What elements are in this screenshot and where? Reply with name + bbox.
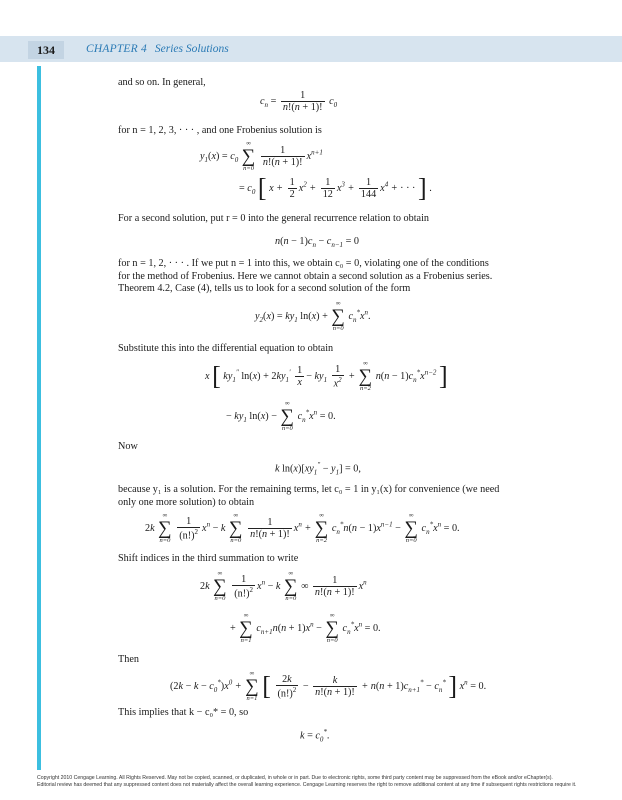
equation: $n(n - 1)c_n - c_{n-1} = 0$: [275, 236, 359, 250]
equation: = $c_0$ [ x + $\frac{1}{2}$ $x^2$ + $\frac{1}{12}$ $x^3$ + $\frac{1}{144}$ $x^4$ + · · · ] .: [239, 173, 432, 203]
paragraph: Then: [118, 654, 139, 665]
paragraph: Substitute this into the differential equation to obtain: [118, 343, 334, 354]
equation: $k = c_0^*$.: [300, 728, 330, 744]
footer-line: Copyright 2010 Cengage Learning. All Rights Reserved. May not be copied, scanned, or duplicated, in whole or in part. Due to electronic rights, some third party content may be suppressed from the eBook and/or eChapter(s).: [37, 775, 553, 781]
copyright-footer: [37, 775, 597, 789]
chapter-title: Series Solutions: [154, 43, 229, 55]
chapter-number: CHAPTER 4: [86, 43, 147, 55]
footer-line: Editorial review has deemed that any suppressed content does not materially affect the overall learning experience. Cengage Learning reserves the right to remove additional content at any time if subsequent rights restrictions require it.: [37, 782, 577, 788]
equation: 2k ∞ ∑ n=0 $\frac{1}{(n!)^2}$ $x^n - k$ ∞ ∑ n=0 ∞ $\frac{1}{n!(n + 1)!}$ $x^n$: [200, 570, 367, 602]
paragraph: because y₁ is a solution. For the remaining terms, let c₀ = 1 in y₁(x) for convenience (we need only one more solution) to obtain: [118, 484, 500, 508]
equation: $y_1(x) = c_0$ ∞ ∑ n=0 $\frac{1}{n!(n + 1)!}$ $x^{n+1}$: [200, 140, 323, 172]
equation: $c_n$ = $\frac{1}{n!(n + 1)!}$ $c_0$: [260, 90, 338, 113]
equation: $y_2(x) = ky_1$ ln(x) + ∞ ∑ n=0 $c_n^*x^n$.: [255, 300, 371, 332]
margin-rule: [37, 66, 41, 770]
equation: 2k ∞ ∑ n=0 $\frac{1}{(n!)^2}$ $x^n - k$ ∞ ∑ n=0 $\frac{1}{n!(n + 1)!}$ $x^n$ + ∞ ∑ n=2 $c_n^*n(n - 1)x^{n-1}$ − ∞ ∑ n=0 $c_n^*x^n = 0$.: [145, 512, 460, 544]
equation: k $\ln(x)[xy_1'' - y_1] = 0$,: [275, 461, 361, 477]
equation: x [ $ky_1''$ $\ln(x) + 2ky_1'$ $\frac{1}{x}$ − $ky_1$ $\frac{1}{x^2}$ + ∞ ∑ n=2 $n(n - 1)c_n^*x^{n-2}$ ]: [205, 360, 448, 392]
equation: + ∞ ∑ n=1 $c_{n+1}n(n + 1)x^n$ − ∞ ∑ n=0 $c_n^*x^n = 0$.: [230, 612, 381, 644]
paragraph: and so on. In general,: [118, 77, 206, 88]
chapter-heading: [86, 43, 229, 55]
paragraph: for n = 1, 2, 3, · · · , and one Frobenius solution is: [118, 125, 322, 136]
paragraph: Shift indices in the third summation to write: [118, 553, 299, 564]
paragraph: Now: [118, 441, 138, 452]
equation: $(2k - k - c_0^*)x^0$ + ∞ ∑ n=1 [ $\frac{2k}{(n!)^2}$ − $\frac{k}{n!(n + 1)!}$ + $n(n + 1)c_{n+1}^* - c_n^*$ ] $x^n = 0$.: [170, 670, 487, 702]
equation: − $ky_1$ ln(x) − ∞ ∑ n=0 $c_n^*x^n = 0$.: [226, 400, 336, 432]
paragraph: This implies that k − c₀* = 0, so: [118, 707, 249, 718]
paragraph: For a second solution, put r = 0 into the general recurrence relation to obtain: [118, 213, 429, 224]
page-number: 134: [28, 41, 64, 59]
paragraph: for n = 1, 2, · · · . If we put n = 1 into this, we obtain c₀ = 0, violating one of the conditions for the method of Frobenius. Here we cannot obtain a second solution as a Frobenius series. Theorem 4.2, Case (4), tells us to look for a second solution of the form: [118, 258, 493, 294]
